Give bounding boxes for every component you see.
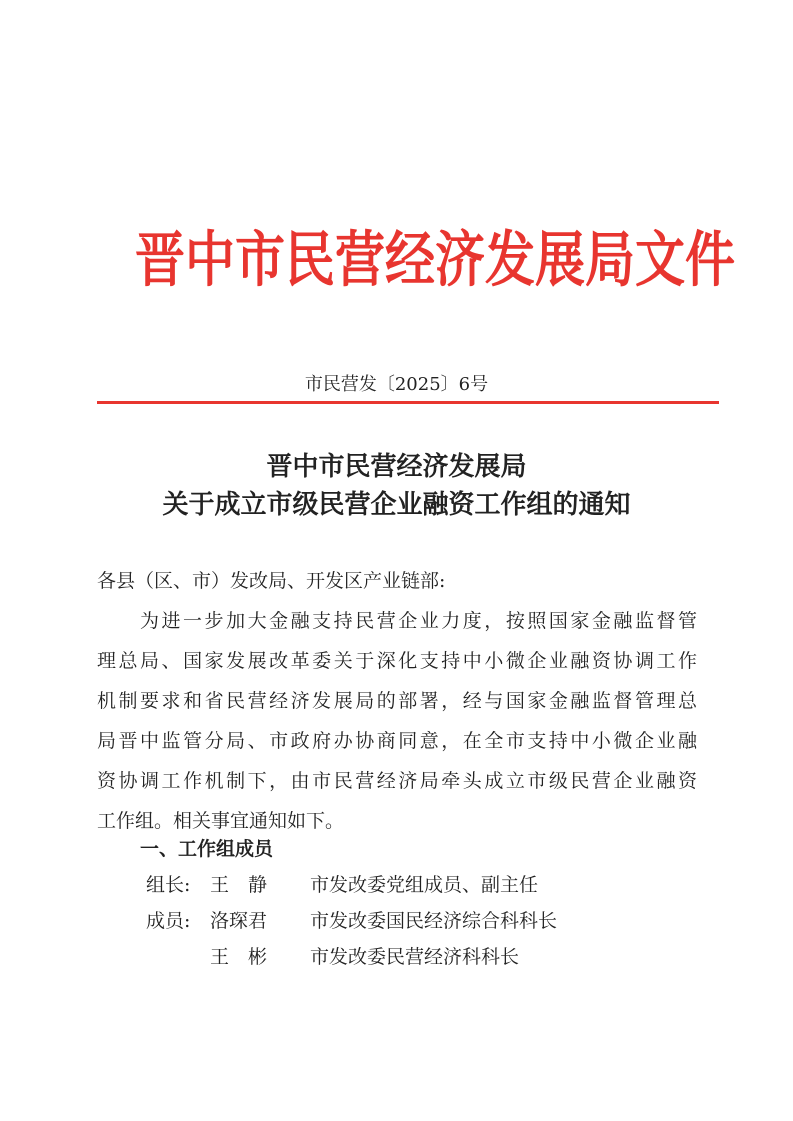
body-line: 为进一步加大金融支持民营企业力度，按照国家金融监督管 [140, 610, 697, 632]
body-line: 工作组。相关事宜通知如下。 [97, 810, 345, 832]
member-role: 组长: [146, 874, 191, 896]
document-number: 市民营发〔2025〕6号 [304, 374, 489, 395]
member-name: 洛琛君 [210, 910, 268, 932]
document-red-header: 晋中市民营经济发展局文件 [135, 225, 735, 295]
body-line: 局晋中监管分局、市政府办协商同意，在全市支持中小微企业融 [97, 730, 697, 752]
body-line: 资协调工作机制下，由市民营经济局牵头成立市级民营企业融资 [97, 770, 697, 792]
member-role: 成员: [146, 910, 191, 932]
member-name: 王 静 [210, 874, 268, 896]
member-name: 王 彬 [210, 946, 268, 968]
body-line: 机制要求和省民营经济发展局的部署，经与国家金融监督管理总 [97, 690, 697, 712]
member-position: 市发改委国民经济综合科科长 [310, 910, 558, 932]
member-position: 市发改委民营经济科科长 [310, 946, 520, 968]
title-line-1: 晋中市民营经济发展局 [266, 452, 527, 482]
addressee: 各县（区、市）发改局、开发区产业链部: [97, 570, 446, 592]
section-heading: 一、工作组成员 [140, 838, 274, 860]
red-divider [97, 401, 719, 404]
member-position: 市发改委党组成员、副主任 [310, 874, 539, 896]
title-line-2: 关于成立市级民营企业融资工作组的通知 [162, 490, 631, 520]
body-line: 理总局、国家发展改革委关于深化支持中小微企业融资协调工作 [97, 650, 697, 672]
